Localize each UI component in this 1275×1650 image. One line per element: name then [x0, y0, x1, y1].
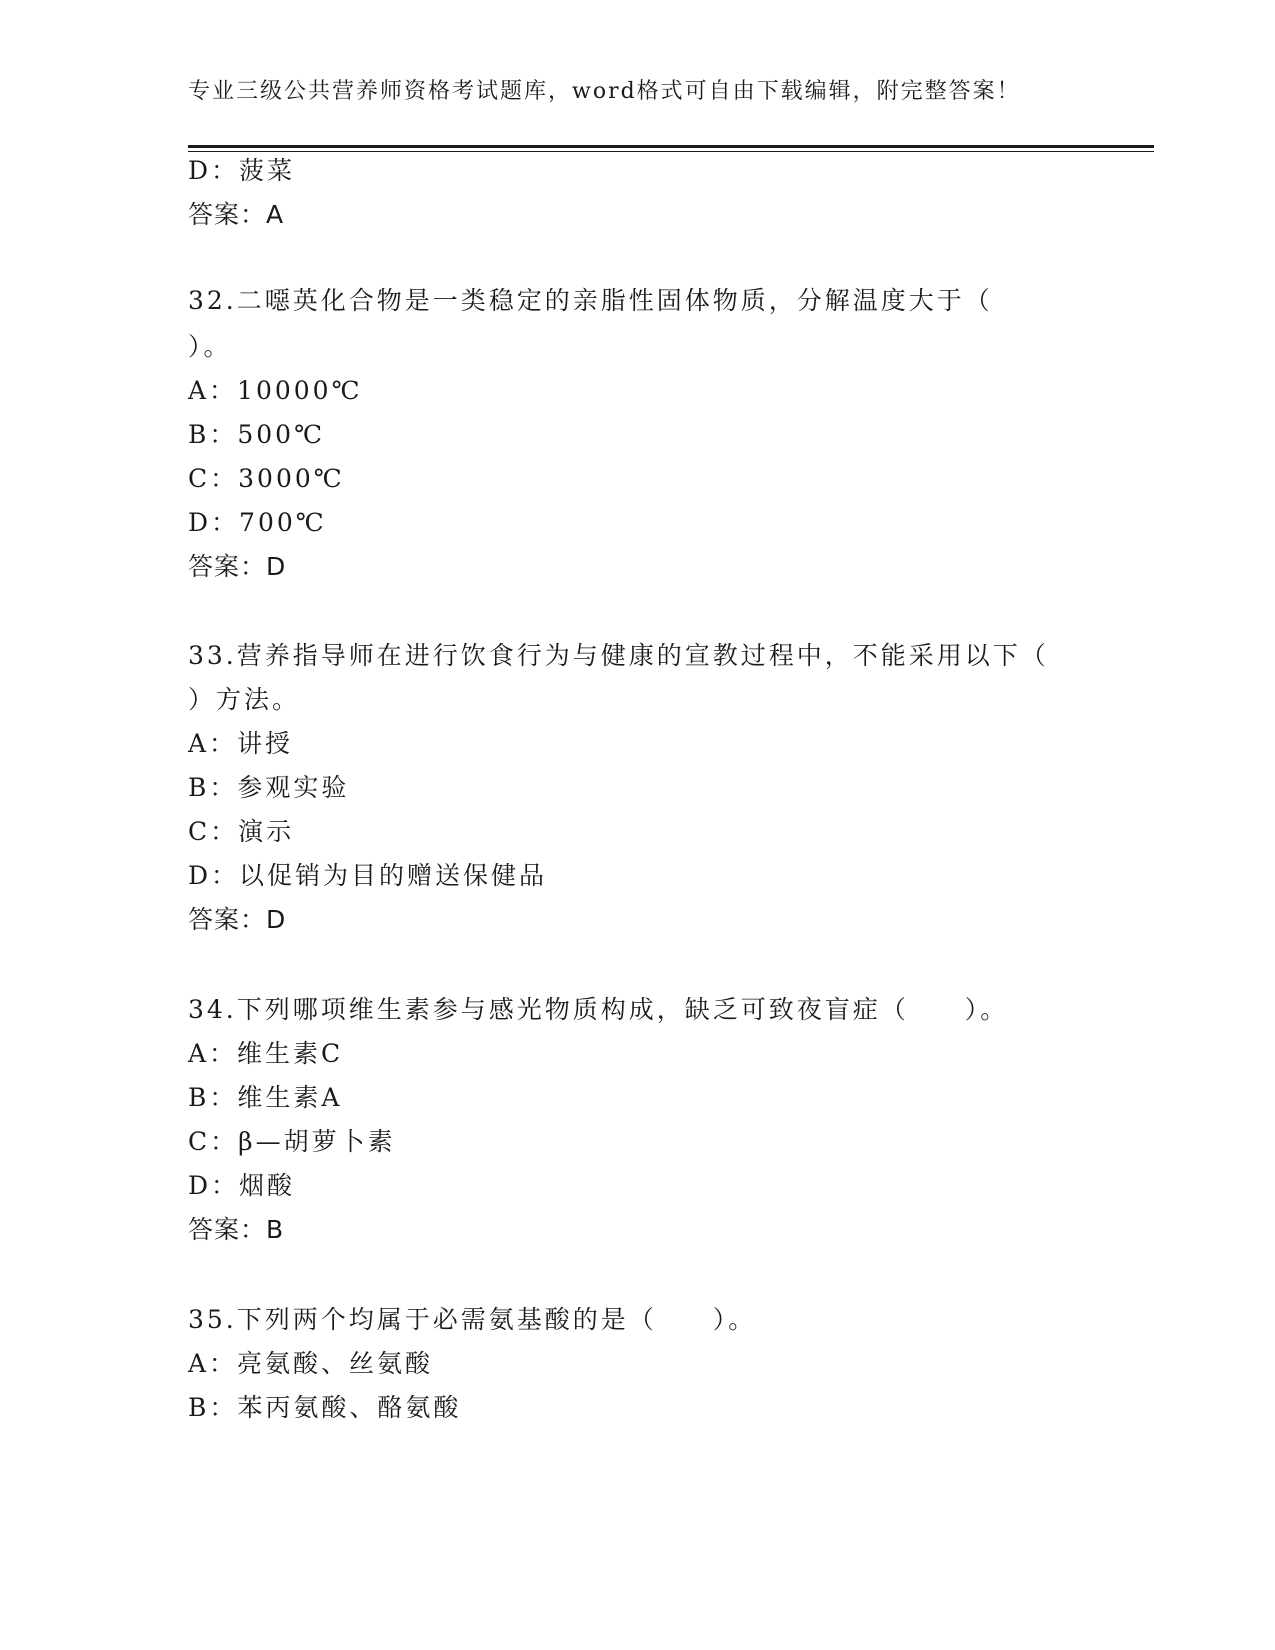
- option-a: A：亮氨酸、丝氨酸: [188, 1349, 434, 1378]
- question-stem: 34.下列哪项维生素参与感光物质构成，缺乏可致夜盲症（ ）。: [188, 995, 1009, 1024]
- option-c: C：β—胡萝卜素: [188, 1127, 396, 1156]
- question-stem: 33.营养指导师在进行饮食行为与健康的宣教过程中，不能采用以下（: [188, 641, 1049, 670]
- question-stem-cont: ）方法。: [188, 685, 301, 714]
- question-stem: 32.二噁英化合物是一类稳定的亲脂性固体物质，分解温度大于（: [188, 286, 993, 315]
- option-d: D：菠菜: [188, 156, 296, 185]
- header-divider: [188, 145, 1154, 148]
- page-header: 专业三级公共营养师资格考试题库，word格式可自由下载编辑，附完整答案！: [188, 79, 1021, 104]
- option-b: B：维生素A: [188, 1083, 343, 1112]
- question-stem: 35.下列两个均属于必需氨基酸的是（ ）。: [188, 1305, 757, 1334]
- option-c: C：3000℃: [188, 464, 345, 493]
- option-a: A：讲授: [188, 729, 294, 758]
- option-b: B：参观实验: [188, 773, 350, 802]
- option-a: A：维生素C: [188, 1039, 344, 1068]
- answer: 答案：B: [188, 1215, 285, 1244]
- option-d: D：以促销为目的赠送保健品: [188, 861, 548, 890]
- answer: 答案：A: [188, 200, 285, 229]
- option-a: A：10000℃: [188, 376, 363, 405]
- option-b: B：苯丙氨酸、酪氨酸: [188, 1393, 462, 1422]
- question-stem-cont: ）。: [188, 332, 232, 361]
- answer: 答案：D: [188, 552, 287, 581]
- header-divider-thin: [188, 151, 1154, 152]
- option-c: C：演示: [188, 817, 295, 846]
- option-b: B：500℃: [188, 420, 326, 449]
- option-d: D：700℃: [188, 508, 327, 537]
- option-d: D：烟酸: [188, 1171, 296, 1200]
- answer: 答案：D: [188, 905, 287, 934]
